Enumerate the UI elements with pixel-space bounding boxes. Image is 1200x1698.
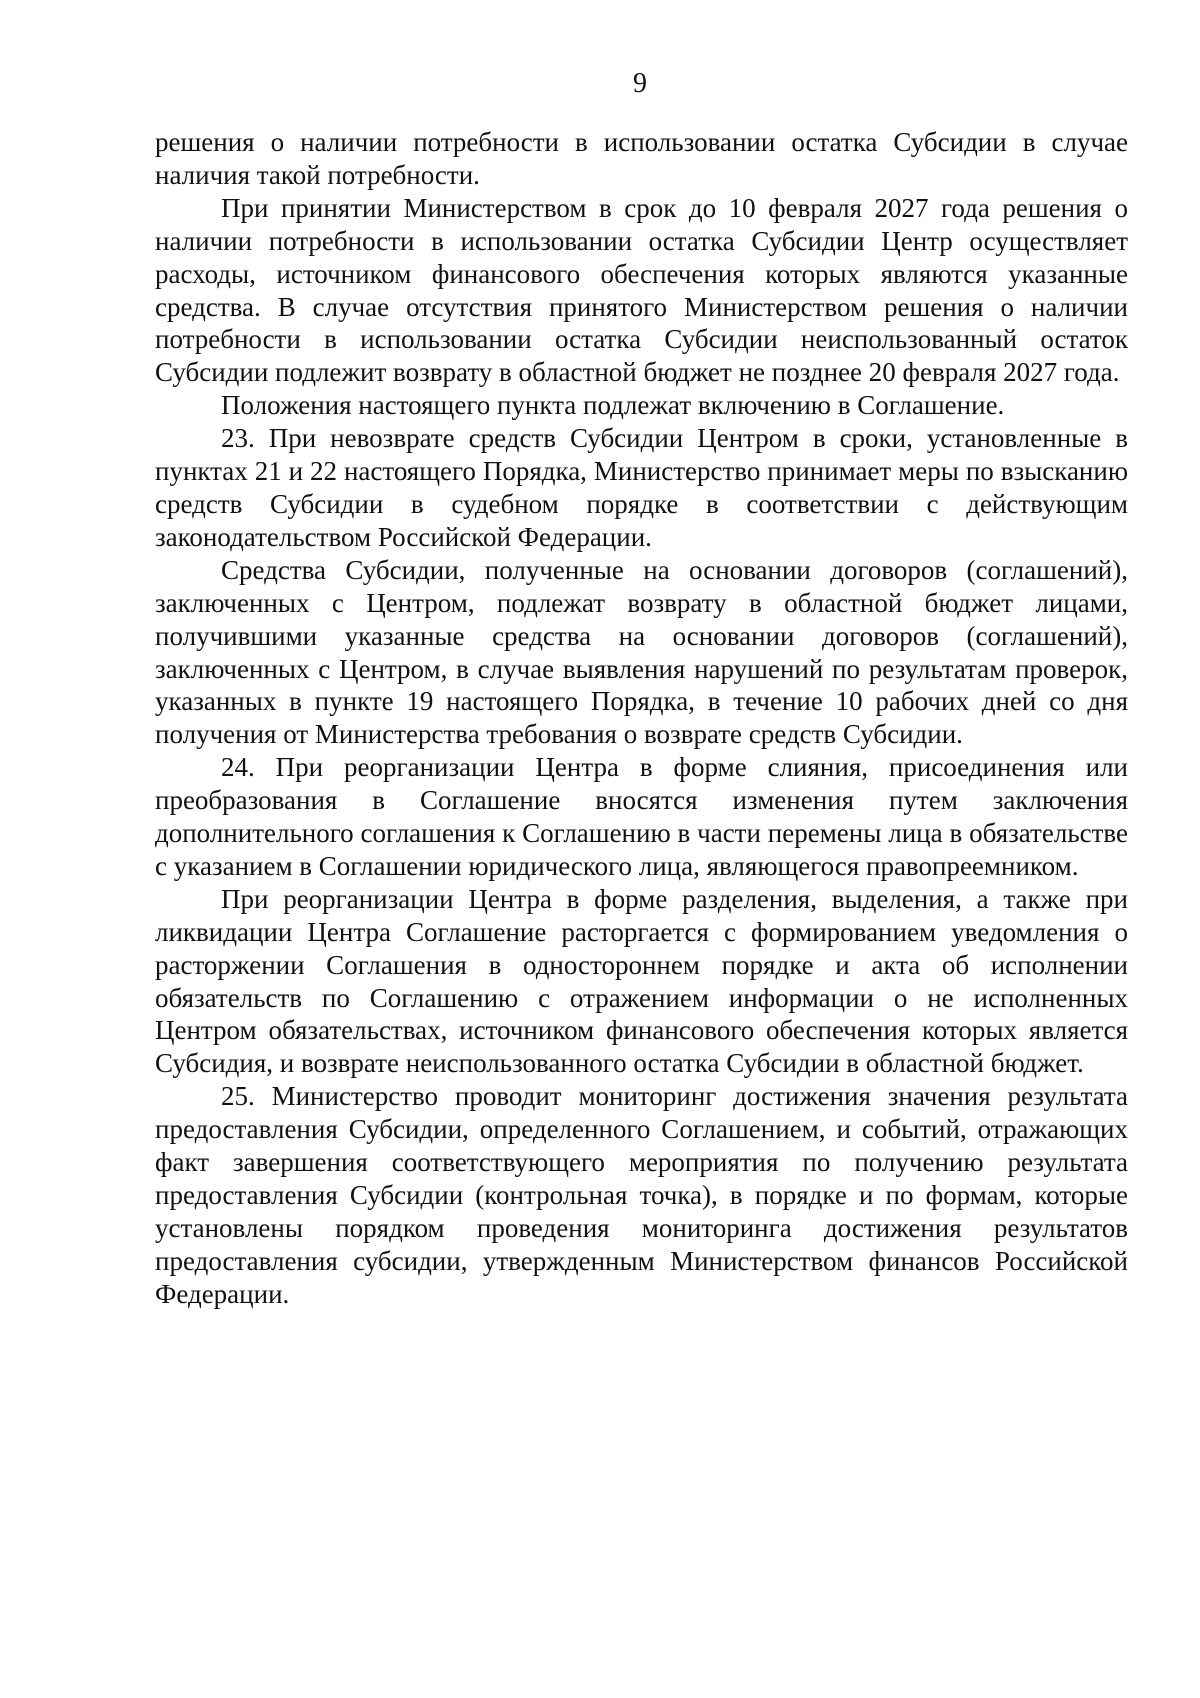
page-number: 9 xyxy=(633,68,647,99)
paragraph-continuation: решения о наличии потребности в использовании остатка Субсидии в случае наличия такой потребности. xyxy=(155,127,1128,190)
document-body xyxy=(155,126,1128,1311)
paragraph-item-23: 23. При невозврате средств Субсидии Центром в сроки, установленные в пунктах 21 и 22 настоящего Порядка, Министерство принимает меры по взысканию средств Субсидии в судебном порядке в соответствии с действующим законодательством Российской Федерации. xyxy=(155,423,1128,552)
paragraph-item-24: 24. При реорганизации Центра в форме слияния, присоединения или преобразования в Соглашение вносятся изменения путем заключения дополнительного соглашения к Соглашению в части перемены лица в обязательстве с указанием в Соглашении юридического лица, являющегося правопреемником. xyxy=(155,752,1128,881)
paragraph-decision-deadline: При принятии Министерством в срок до 10 февраля 2027 года решения о наличии потребности в использовании остатка Субсидии Центр осуществляет расходы, источником финансового обеспечения которых являются указанные средства. В случае отсутствия принятого Министерством решения о наличии потребности в использовании остатка Субсидии неиспользованный остаток Субсидии подлежит возврату в областной бюджет не позднее 20 февраля 2027 года. xyxy=(155,192,1128,388)
paragraph-funds-return: Средства Субсидии, полученные на основании договоров (соглашений), заключенных с Центром, подлежат возврату в областной бюджет лицами, получившими указанные средства на основании договоров (соглашений), заключенных с Центром, в случае выявления нарушений по результатам проверок, указанных в пункте 19 настоящего Порядка, в течение 10 рабочих дней со дня получения от Министерства требования о возврате средств Субсидии. xyxy=(155,554,1128,750)
paragraph-item-25: 25. Министерство проводит мониторинг достижения значения результата предоставления Субсидии, определенного Соглашением, и событий, отражающих факт завершения соответствующего мероприятия по получению результата предоставления Субсидии (контрольная точка), в порядке и по формам, которые установлены порядком проведения мониторинга достижения результатов предоставления субсидии, утвержденным Министерством финансов Российской Федерации. xyxy=(155,1081,1128,1309)
paragraph-termination: При реорганизации Центра в форме разделения, выделения, а также при ликвидации Центра Соглашение расторгается с формированием уведомления о расторжении Соглашения в одностороннем порядке и акта об исполнении обязательств по Соглашению с отражением информации о не исполненных Центром обязательствах, источником финансового обеспечения которых является Субсидия, и возврате неиспользованного остатка Субсидии в областной бюджет. xyxy=(155,883,1128,1079)
paragraph-agreement-inclusion: Положения настоящего пункта подлежат включению в Соглашение. xyxy=(221,390,1005,421)
